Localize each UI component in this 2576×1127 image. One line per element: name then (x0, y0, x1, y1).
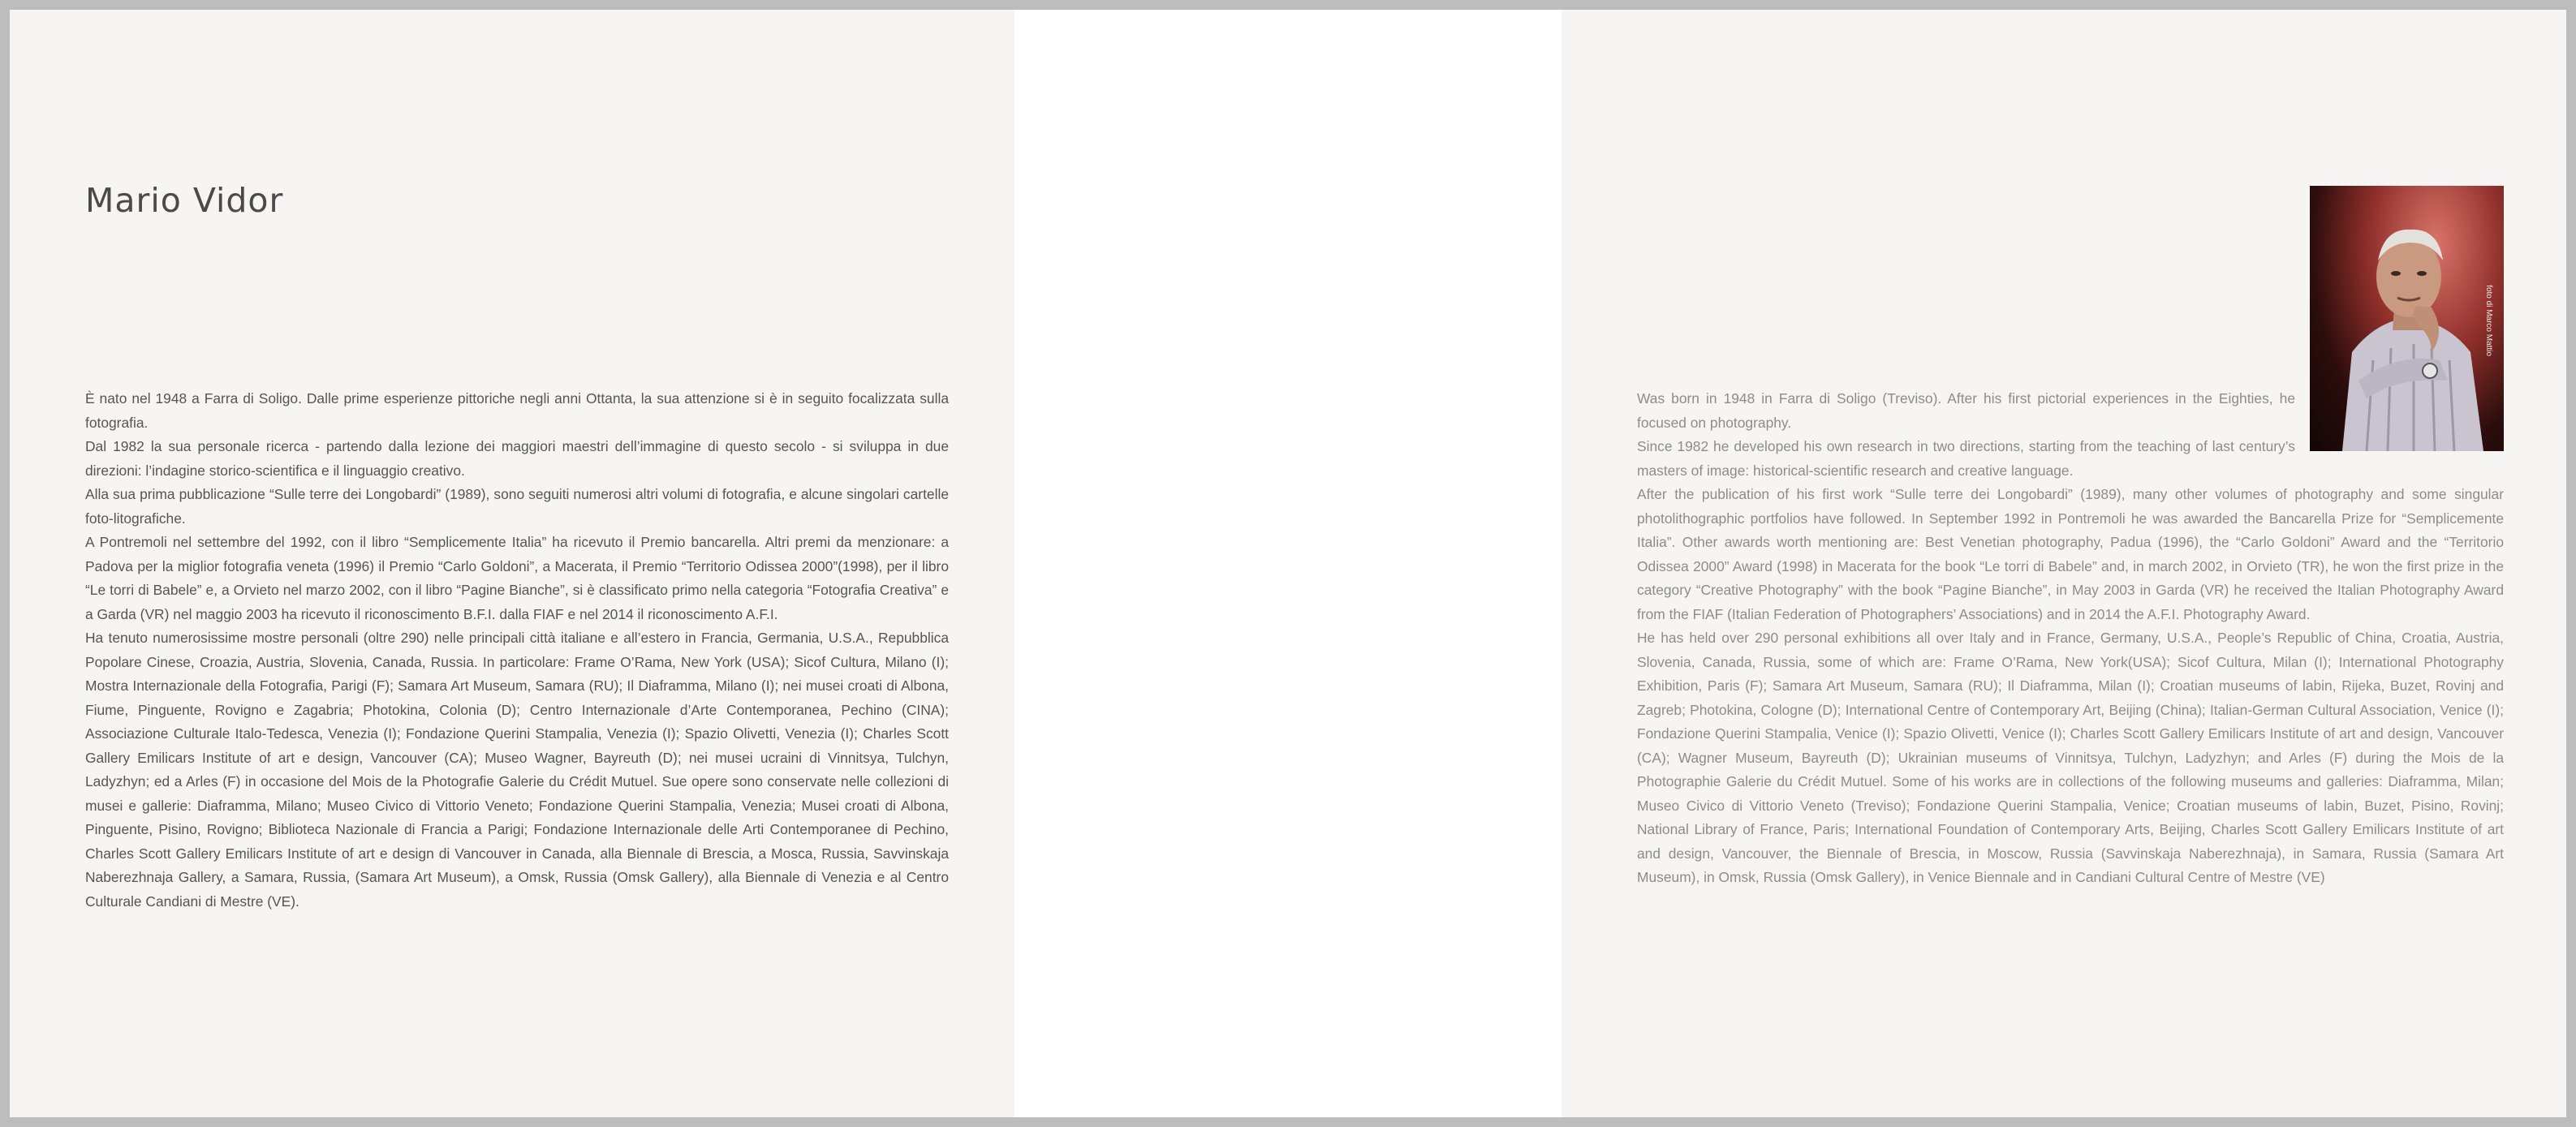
bio-paragraph: Was born in 1948 in Farra di Soligo (Treviso). After his first pictorial experiences in the Eighties, he focused on photography. (1637, 390, 2295, 431)
photo-credit: foto di Marco Mattio (2484, 285, 2493, 356)
bio-paragraph: Alla sua prima pubblicazione “Sulle terre dei Longobardi” (1989), sono seguiti numerosi altri volumi di fotografia, e alcune singolari cartelle foto-litografiche. (85, 486, 949, 527)
bio-paragraph: Since 1982 he developed his own research in two directions, starting from the teaching of last century’s masters of image: historical-scientific research and creative language. (1637, 438, 2295, 479)
bio-paragraph: È nato nel 1948 a Farra di Soligo. Dalle prime esperienze pittoriche negli anni Ottanta, la sua attenzione si è in seguito focalizzata sulla fotografia. (85, 390, 949, 431)
bio-paragraph: He has held over 290 personal exhibitions all over Italy and in France, Germany, U.S.A., People’s Republic of China, Croatia, Austria, Slovenia, Canada, Russia, some of which are: Frame O’Rama, New York(USA); Sicof Cultura, Milan (I); International Photography Exhibition, Paris (F); Samara Art Museum, Samara (RU); Il Diaframma, Milan (I); Croatian museums of labin, Rijeka, Buzet, Rovinj and Zagreb; Photokina, Cologne (D); International Centre of Contemporary Art, Beijing (China); Italian-German Cultural Association, Venice (I); Fondazione Querini Stampalia, Venice (I); Spazio Olivetti, Venice (I); Charles Scott Gallery Emilicars Institute of art and design, Vancouver (CA); Wagner Museum, Bayreuth (D); Ukrainian museums of Vinnitsya, Tulchyn, Ladyzhyn; and Arles (F) during the Mois de la Photographie Galerie du Crédit Mutuel. Some of his works are in collections of the following museums and galleries: Diaframma, Milan; Museo Civico di Vittorio Veneto (Treviso); Fondazione Querini Stampalia, Venice; Croatian museums of labin, Buzet, Pisino, Rovinj; National Library of France, Paris; International Foundation of Contemporary Arts, Beijing, Charles Scott Gallery Emilicars Institute of art and design, Vancouver, the Biennale of Brescia, in Moscow, Russia (Savvinskaja Naberezhnaja), in Samara, Russia (Samara Art Museum), in Omsk, Russia (Omsk Gallery), in Venice Biennale and in Candiani Cultural Centre of Mestre (VE) (1637, 630, 2504, 885)
book-spread (10, 10, 2566, 1117)
english-biography (1637, 285, 2504, 890)
bio-paragraph: Dal 1982 la sua personale ricerca - partendo dalla lezione dei maggiori maestri dell’immagine di questo secolo - si sviluppa in due direzioni: l’indagine storico-scientifica e il linguaggio creativo. (85, 438, 949, 479)
page-title: Mario Vidor (85, 181, 284, 220)
bio-paragraph: A Pontremoli nel settembre del 1992, con il libro “Semplicemente Italia” ha ricevuto il Premio bancarella. Altri premi da menzionare: a Padova per la miglior fotografia veneta (1996) il Premio “Carlo Goldoni”, a Macerata, il Premio “Territorio Odissea 2000”(1998), per il libro “Le torri di Babele” e, a Orvieto nel marzo 2002, con il libro “Pagine Bianche”, si è classificato primo nella categoria “Fotografia Creativa” e a Garda (VR) nel maggio 2003 ha ricevuto il riconoscimento B.F.I. dalla FIAF e nel 2014 il riconoscimento A.F.I. (85, 534, 949, 622)
bio-paragraph: Ha tenuto numerosissime mostre personali (oltre 290) nelle principali città italiane e all’estero in Francia, Germania, U.S.A., Repubblica Popolare Cinese, Croazia, Austria, Slovenia, Canada, Russia. In particolare: Frame O’Rama, New York (USA); Sicof Cultura, Milano (I); Mostra Internazionale della Fotografia, Parigi (F); Samara Art Museum, Samara (RU); Il Diaframma, Milano (I); nei musei croati di Albona, Fiume, Pinguente, Rovigno e Zagabria; Photokina, Colonia (D); Centro Internazionale d’Arte Contemporanea, Pechino (CINA); Associazione Culturale Italo-Tedesca, Venezia (I); Fondazione Querini Stampalia, Venezia (I); Spazio Olivetti, Venezia (I); Charles Scott Gallery Emilicars Institute of art e design, Vancouver (CA); Museo Wagner, Bayreuth (D); nei musei ucraini di Vinnitsya, Tulchyn, Ladyzhyn; ed a Arles (F) in occasione del Mois de la Photografie Galerie du Crédit Mutuel. Sue opere sono conservate nelle collezioni di musei e gallerie: Diaframma, Milano; Museo Civico di Vittorio Veneto; Fondazione Querini Stampalia, Venezia; Musei croati di Albona, Pinguente, Pisino, Rovigno; Biblioteca Nazionale di Francia a Parigi; Fondazione Internazionale delle Arti Contemporanee di Pechino, Charles Scott Gallery Emilicars Institute of art e design di Vancouver in Canada, alla Biennale di Brescia, a Mosca, Russia, Savvinskaja Naberezhnaja Gallery, a Samara, Russia, (Samara Art Museum), a Omsk, Russia (Omsk Gallery), alla Biennale di Venezia e al Centro Culturale Candiani di Mestre (VE). (85, 630, 949, 910)
italian-biography (85, 387, 949, 914)
portrait-figure (2310, 186, 2504, 451)
bio-paragraph: After the publication of his first work “Sulle terre dei Longobardi” (1989), many other volumes of photography and some singular photolithographic portfolios have followed. In September 1992 in Pontremoli he was awarded the Bancarella Prize for “Semplicemente Italia”. Other awards worth mentioning are: Best Venetian photography, Padua (1996), the “Carlo Goldoni” Award and the “Territorio Odissea 2000” Award (1998) in Macerata for the book “Le torri di Babele” and, in march 2002, in Orvieto (TR), he won the first prize in the category “Creative Photography” with the book “Pagine Bianche”, in May 2003 in Garda (VR) he received the Italian Photography Award from the FIAF (Italian Federation of Photographers’ Associations) and in 2014 the A.F.I. Photography Award. (1637, 486, 2504, 622)
author-portrait (2310, 186, 2504, 451)
left-page (10, 10, 1014, 1117)
right-page (1562, 10, 2566, 1117)
